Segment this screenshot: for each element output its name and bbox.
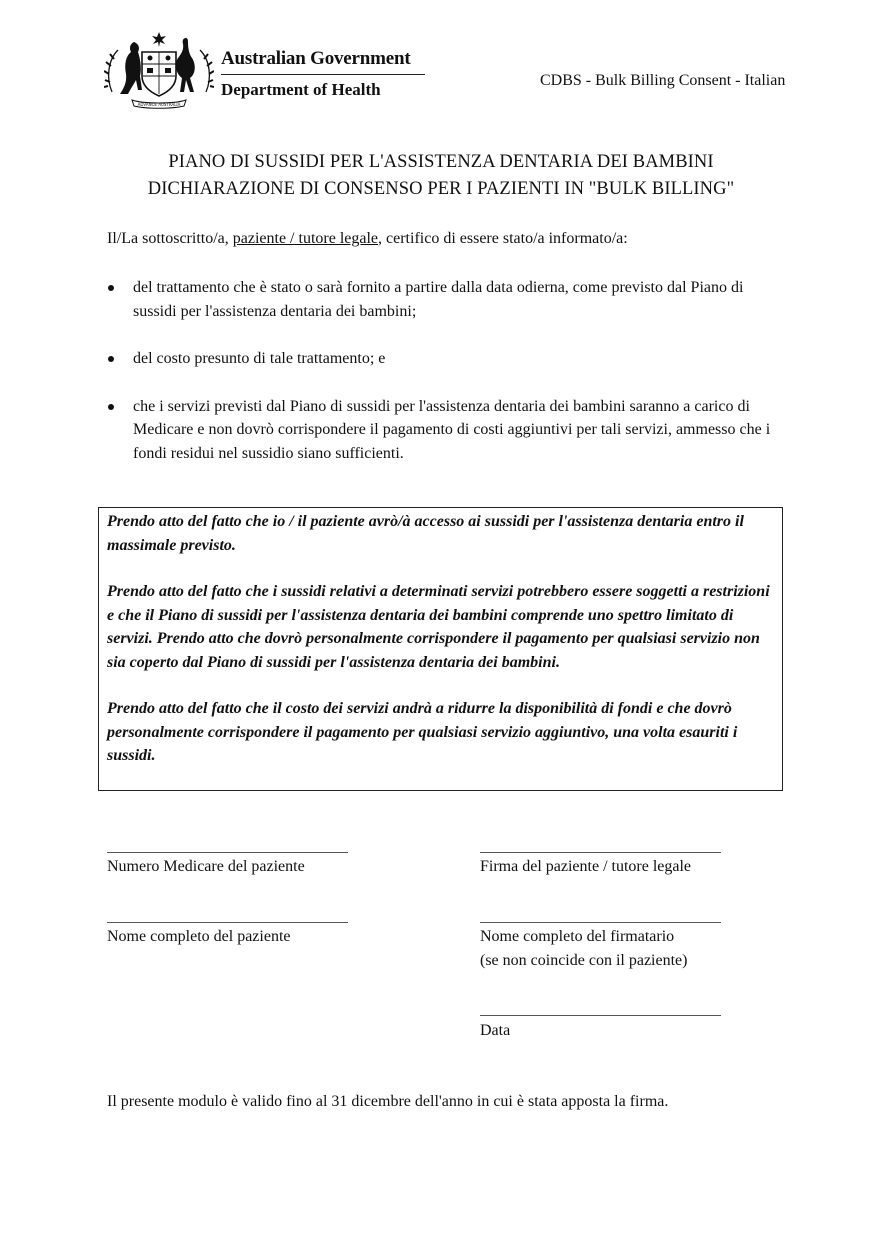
signature-line[interactable]	[480, 852, 721, 853]
intro-statement	[107, 228, 628, 250]
intro-suffix: , certifico di essere stato/a informato/a:	[378, 230, 628, 247]
date-line[interactable]	[480, 1015, 721, 1016]
document-title-line1: PIANO DI SUSSIDI PER L'ASSISTENZA DENTARIA DEI BAMBINI	[168, 152, 714, 172]
patient-full-name-label: Nome completo del paziente	[107, 928, 291, 945]
signatory-full-name-label: Nome completo del firmatario	[480, 928, 675, 945]
crest-motto: ADVANCE AUSTRALIA	[137, 102, 181, 107]
acknowledgement-paragraph: Prendo atto del fatto che io / il paziente avrò/à accesso ai sussidi per l'assistenza dentaria entro il massimale previsto.	[107, 513, 744, 554]
australian-coat-of-arms-icon	[104, 30, 214, 110]
medicare-number-label: Numero Medicare del paziente	[107, 858, 305, 875]
acknowledgement-paragraph: Prendo atto del fatto che i sussidi relativi a determinati servizi potrebbero essere soggetti a restrizioni e che il Piano di sussidi per l'assistenza dentaria dei bambini comprende uno spettro limitato di servizi. Prendo atto che dovrò personalmente corrispondere il pagamento per qualsiasi servizio non sia coperto dal Piano di sussidi per l'assistenza dentaria dei bambini.	[107, 583, 770, 671]
intro-underlined-role: paziente / tutore legale	[232, 230, 379, 247]
validity-note: Il presente modulo è valido fino al 31 dicembre dell'anno in cui è stata apposta la firma.	[107, 1093, 669, 1110]
list-item: del trattamento che è stato o sarà fornito a partire dalla data odierna, come previsto dal Piano di sussidi per l'assistenza dentaria dei bambini;	[107, 276, 787, 323]
information-bullet-list	[107, 276, 787, 465]
date-label: Data	[480, 1022, 511, 1039]
medicare-number-line[interactable]	[107, 852, 348, 853]
government-logo	[104, 30, 434, 110]
signatory-full-name-line[interactable]	[480, 922, 721, 923]
wordmark-divider	[221, 74, 425, 75]
acknowledgement-box	[98, 507, 783, 791]
patient-full-name-line[interactable]	[107, 922, 348, 923]
government-wordmark	[221, 48, 431, 100]
document-title-line2: DICHIARAZIONE DI CONSENSO PER I PAZIENTI IN "BULK BILLING"	[147, 179, 735, 199]
intro-prefix: Il/La sottoscritto/a,	[107, 230, 233, 247]
government-name: Australian Government	[221, 48, 411, 69]
list-item: del costo presunto di tale trattamento; e	[107, 347, 787, 371]
document-reference: CDBS - Bulk Billing Consent - Italian	[540, 72, 786, 89]
signatory-note: (se non coincide con il paziente)	[480, 952, 688, 969]
list-item: che i servizi previsti dal Piano di sussidi per l'assistenza dentaria dei bambini saranno a carico di Medicare e non dovrò corrispondere il pagamento di costi aggiuntivi per tali servizi, ammesso che i fondi residui nel sussidio siano sufficienti.	[107, 395, 787, 466]
acknowledgement-paragraph: Prendo atto del fatto che il costo dei servizi andrà a ridurre la disponibilità di fondi e che dovrò personalmente corrispondere il pagamento per qualsiasi servizio aggiuntivo, una volta esauriti i sussidi.	[107, 700, 738, 764]
department-name: Department of Health	[221, 80, 381, 99]
signature-label: Firma del paziente / tutore legale	[480, 858, 692, 875]
